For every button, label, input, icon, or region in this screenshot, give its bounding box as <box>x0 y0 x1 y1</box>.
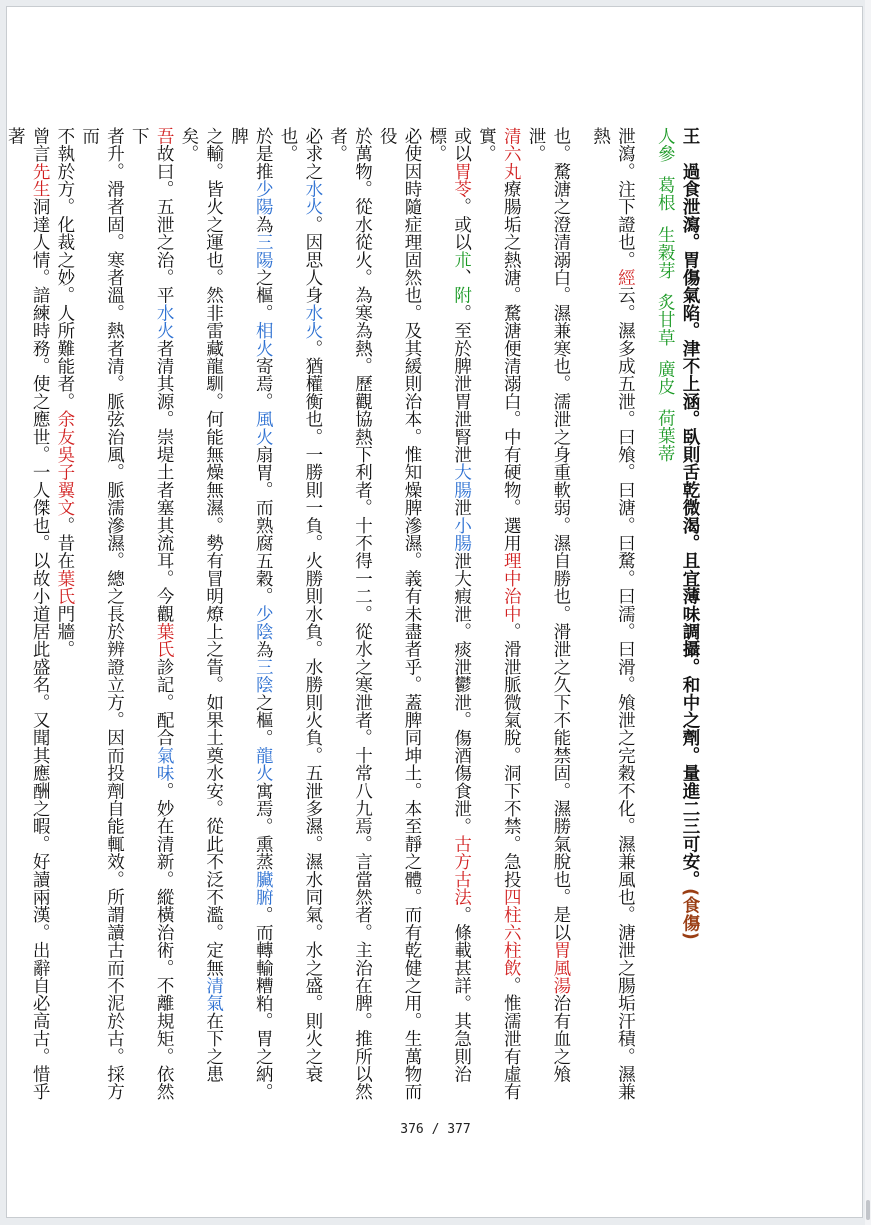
text-segment: 。而轉輸糟粕。胃之納。脾 <box>228 127 274 1101</box>
text-segment: 先生 <box>30 162 51 198</box>
commentary-line <box>52 127 77 1117</box>
text-segment: 門牆。 <box>54 604 75 659</box>
vertical-scrollbar[interactable] <box>865 0 871 1225</box>
text-segment: 大腸 <box>451 463 472 499</box>
text-segment: 葉氏 <box>154 622 175 659</box>
text-segment: 也。騖溏之澄清溺白。濕兼寒也。濡泄之身重軟弱。濕自勝也。滑泄之久下不能禁固。濕勝氣脫也。是以 <box>550 127 571 942</box>
herb-item: 人參 <box>655 127 676 163</box>
text-segment: 風火 <box>253 410 274 446</box>
case-text: 過食泄瀉。胃傷氣陷。津不上涵。臥則舌乾微渴。且宜薄味調攝。和中之劑。量進二三可安。 <box>680 162 700 889</box>
commentary-line: 於萬物。從水從火。為寒為熱。歷觀協熱下利者。十不得一二。從水之寒泄者。十常八九焉。言當然者。主治在脾。推所以然者。 <box>327 127 373 1101</box>
case-tag: (食傷) <box>680 888 700 940</box>
text-segment: 之樞。 <box>253 693 274 747</box>
text-segment: 。或以 <box>451 197 472 251</box>
text-segment: 。昔在 <box>54 516 75 570</box>
text-segment: 曾言 <box>30 127 51 163</box>
commentary-line <box>176 127 226 1117</box>
text-segment: 水火 <box>154 304 175 340</box>
text-segment: 在下之患矣。 <box>178 127 224 1083</box>
page-separator: / <box>431 1122 440 1137</box>
herb-item: 炙甘草 <box>655 292 676 347</box>
herb-item: 荷葉蒂 <box>655 409 676 463</box>
commentary-line <box>2 127 52 1117</box>
text-segment: 少陽 <box>253 180 274 216</box>
text-segment: 於是推 <box>253 127 274 181</box>
page-current: 376 <box>400 1122 424 1137</box>
text-segment: 臟腑 <box>253 870 274 906</box>
text-segment: 。妙在清新。縱橫治術。不離規矩。依然下 <box>129 127 175 1101</box>
text-segment: 水火 <box>302 180 323 216</box>
page-number <box>7 1122 864 1137</box>
text-segment: 洞達人情。諳練時務。使之應世。一人傑也。以故小道居此盛名。又聞其應酬之暇。好讀兩漢。出辭自必高古。惜乎著 <box>5 127 51 1101</box>
text-segment: 寓焉。熏蒸 <box>253 782 274 871</box>
text-segment: 小腸 <box>451 516 472 552</box>
commentary-line <box>474 127 524 1117</box>
commentary-line <box>588 127 638 1117</box>
document-text <box>0 127 702 1117</box>
text-segment: 吾 <box>154 127 175 145</box>
text-segment: 寄焉。 <box>253 357 274 411</box>
text-segment: 為 <box>253 215 274 234</box>
text-segment: 為 <box>253 640 274 659</box>
text-segment: 或以 <box>451 127 472 163</box>
text-segment: 少陰 <box>253 604 274 641</box>
text-segment: 泄 <box>451 498 472 517</box>
text-segment: 泄大瘕泄。痰泄鬱泄。傷酒傷食泄。 <box>451 551 472 836</box>
herb-line <box>652 127 677 1117</box>
text-segment: 云。濕多成五泄。曰飧。曰溏。曰騖。曰濡。曰滑。飧泄之完穀不化。濕兼風也。溏泄之腸垢汗積。濕兼熱 <box>590 127 636 1101</box>
commentary-line: 必使因時隨症理固然也。及其緩則治本。惟知燥脾滲濕。義有未盡者乎。蓋脾同坤土。本至靜之體。而有乾健之用。生萬物而役 <box>377 127 423 1101</box>
commentary-line <box>275 127 325 1117</box>
text-segment: 葉氏 <box>54 569 75 605</box>
case-line <box>677 127 702 1117</box>
herb-item: 廣皮 <box>655 360 676 396</box>
text-segment: 朮 <box>451 250 472 269</box>
text-segment: 理中治中 <box>501 551 522 623</box>
scrollbar-thumb[interactable] <box>866 1200 870 1220</box>
text-segment: 水火 <box>302 304 323 340</box>
text-segment: 附 <box>451 286 472 305</box>
text-segment: 治有血之飧泄。 <box>526 127 571 1083</box>
text-segment: 。條載甚詳。其急則治標。 <box>426 127 472 1083</box>
text-segment: 四柱六柱飲 <box>501 888 522 977</box>
text-segment: 、 <box>451 268 472 287</box>
text-segment: 不執於方。化裁之妙。人所難能者。 <box>54 127 75 411</box>
text-segment: 氣味 <box>154 746 175 782</box>
text-segment: 療腸垢之熱溏。騖溏便清溺白。中有硬物。選用 <box>501 180 522 552</box>
commentary-line <box>523 127 573 1117</box>
text-segment: 三陰 <box>253 658 274 694</box>
text-segment: 。惟濡泄有虛有實。 <box>476 127 522 1101</box>
text-segment: 之輸。皆火之運也。然非雷藏龍馴。何能無燥無濕。勢有冒明燎上之眚。如果土奠水安。從此不泛不濫。定無 <box>203 127 224 977</box>
text-segment: 診記。配合 <box>154 658 175 747</box>
commentary-line <box>226 127 276 1117</box>
text-segment: 。猶權衡也。一勝則一負。火勝則水負。水勝則火負。五泄多濕。濕水同氣。水之盛。則火之衰也。 <box>278 127 323 1083</box>
commentary-line <box>126 127 176 1117</box>
text-segment: 故曰。五泄之治。平 <box>154 144 175 305</box>
text-segment: 古方古法 <box>451 835 472 906</box>
text-segment: 相火 <box>253 321 274 358</box>
text-segment: 必求之 <box>302 127 323 181</box>
text-segment: 扇胃。而熟腐五穀。 <box>253 445 274 605</box>
text-segment: 清氣 <box>203 976 224 1013</box>
text-segment: 之樞。 <box>253 268 274 322</box>
herb-item: 生穀芽 <box>655 225 676 279</box>
text-segment: 余友吳子翼文 <box>54 410 75 517</box>
text-segment: 龍火 <box>253 746 274 782</box>
text-segment: 。因思人身 <box>302 215 323 305</box>
document-page <box>6 6 863 1218</box>
text-segment: 經 <box>615 268 636 287</box>
text-segment: 胃風湯 <box>550 941 571 995</box>
commentary-line <box>424 127 474 1117</box>
herb-item: 葛根 <box>655 176 676 212</box>
text-segment: 。至於脾泄胃泄腎泄 <box>451 304 472 464</box>
commentary-line: 者升。滑者固。寒者溫。熱者清。脈弦治風。脈濡滲濕。總之長於辨證立方。因而投劑自能輒效。所謂讀古而不泥於古。採方而 <box>79 127 125 1101</box>
patient-label: 王 <box>680 127 700 145</box>
page-total: 377 <box>447 1122 471 1137</box>
text-segment: 胃苓 <box>451 162 472 198</box>
text-segment: 者清其源。崇堤土者塞其流耳。今觀 <box>154 339 175 623</box>
text-segment: 泄瀉。注下證也。 <box>615 127 636 269</box>
text-segment: 清六丸 <box>501 127 522 181</box>
text-segment: 三陽 <box>253 233 274 269</box>
text-segment: 。滑泄脈微氣脫。洞下不禁。急投 <box>501 622 522 889</box>
